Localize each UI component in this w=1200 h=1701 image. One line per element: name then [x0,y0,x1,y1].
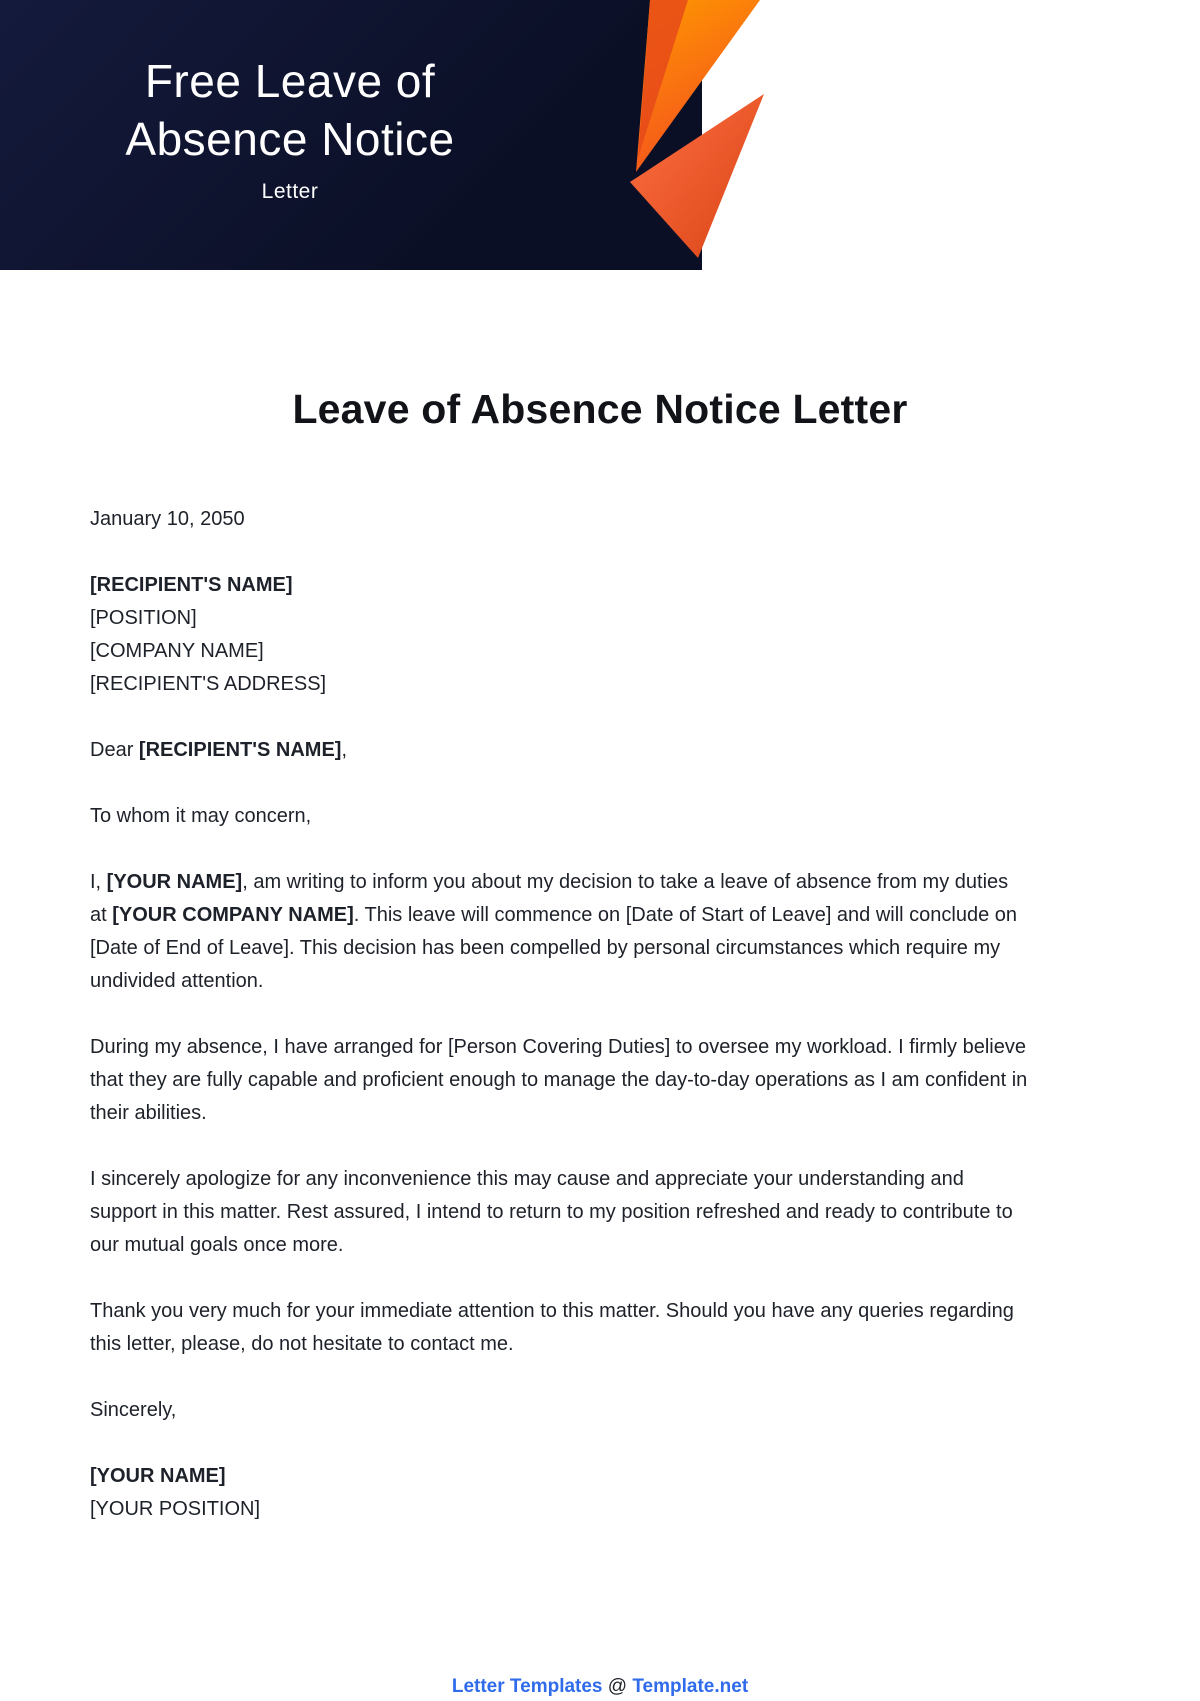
salutation-line [90,734,1030,767]
opening-line: To whom it may concern, [90,805,312,827]
header-title-line1: Free Leave of [144,55,436,107]
paragraph-1-text: . This leave will commence on [Date of Start of Leave] and will conclude on [Date of End of Leave]. This decision has been compelled by personal circumstances which require my undivided attention. [90,904,1018,992]
footer [0,1676,1200,1698]
recipient-name-line: [RECIPIENT'S NAME] [90,574,293,596]
paragraph-4: Thank you very much for your immediate attention to this matter. Should you have any queries regarding this letter, please, do not hesitate to contact me. [90,1300,1014,1355]
your-company-name-placeholder: [YOUR COMPANY NAME] [112,904,354,926]
salutation-prefix: Dear [90,739,139,761]
salutation-recipient-placeholder: [RECIPIENT'S NAME] [138,739,342,761]
recipient-block [90,569,1030,701]
paragraph-1 [90,866,1030,998]
header-title-line2: Absence Notice [125,113,455,165]
recipient-position-line: [POSITION] [90,607,197,629]
header-title-block [60,52,520,204]
your-name-placeholder: [YOUR NAME] [106,871,243,893]
recipient-address-line: [RECIPIENT'S ADDRESS] [90,673,327,695]
paragraph-3: I sincerely apologize for any inconvenience this may cause and appreciate your understanding and support in this matter. Rest assured, I intend to return to my position refreshed and ready to contribute to our mutual goals once more. [90,1168,1013,1256]
header-subtitle: Letter [261,180,319,203]
header-banner [0,0,1200,270]
page-title: Leave of Absence Notice Letter [292,386,908,432]
footer-separator: @ [607,1676,628,1697]
recipient-company-line: [COMPANY NAME] [90,640,264,662]
signature-position: [YOUR POSITION] [90,1498,261,1520]
signature-name: [YOUR NAME] [90,1465,226,1487]
flash-bolt-icon [592,0,782,265]
footer-link-template-net[interactable]: Template.net [632,1676,749,1697]
header-title [60,52,520,168]
paragraph-1-text: , am writing to inform you about my decision to take a leave of absence from my duties at [90,871,1009,926]
letter-body [0,386,1200,1526]
paragraph-2: During my absence, I have arranged for [Person Covering Duties] to oversee my workload. I firmly believe that they are fully capable and proficient enough to manage the day-to-day operations as I am confident in their abilities. [90,1036,1028,1124]
signature-block [90,1460,1030,1526]
footer-link-letter-templates[interactable]: Letter Templates [451,1676,603,1697]
salutation-suffix: , [341,739,348,761]
closing-line: Sincerely, [90,1399,177,1421]
date-line: January 10, 2050 [90,508,245,530]
paragraph-1-text: I, [90,871,107,893]
